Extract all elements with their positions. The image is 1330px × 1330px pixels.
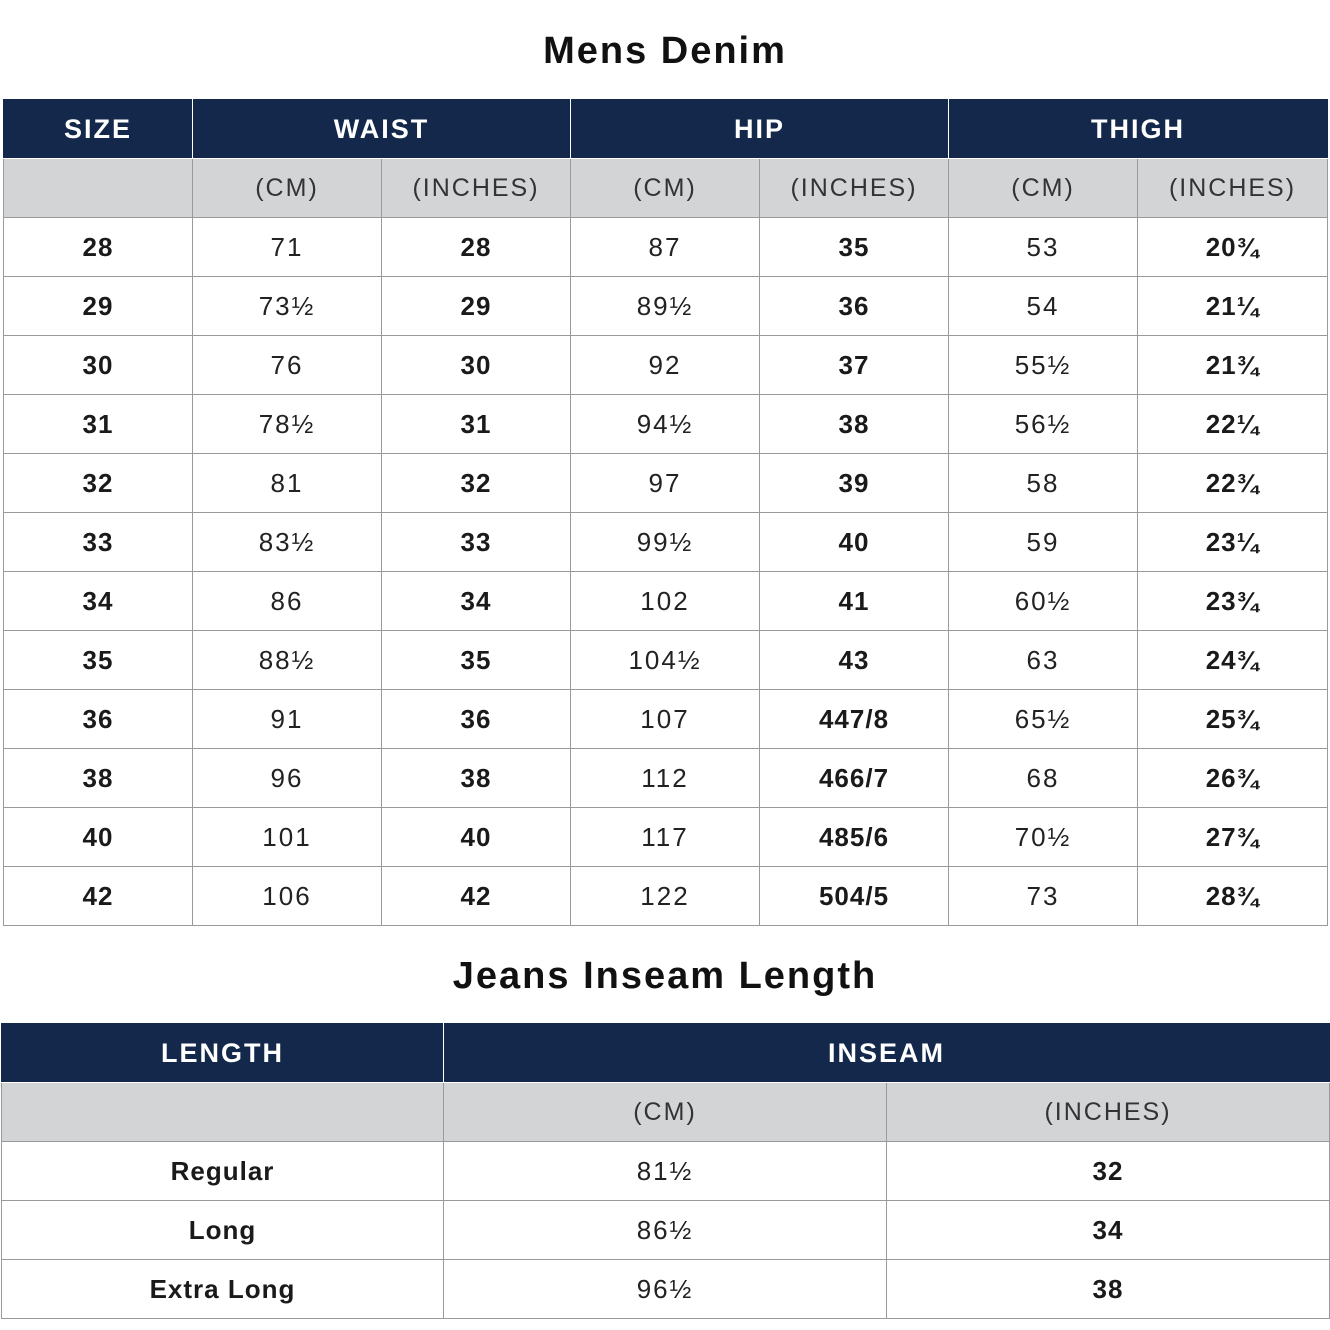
table-row [4, 808, 1328, 867]
thigh-inches-header: (INCHES) [1138, 159, 1328, 218]
size-cell: 28 [4, 218, 193, 277]
waist-column-header: WAIST [193, 100, 571, 159]
size-cell: 29 [4, 277, 193, 336]
length-units-blank [2, 1083, 444, 1142]
thigh-inches-cell: 26¾ [1138, 749, 1328, 808]
size-cell: 30 [4, 336, 193, 395]
hip-cm-cell: 107 [571, 690, 760, 749]
size-table-header-row [4, 100, 1328, 159]
hip-inches-cell: 39 [760, 454, 949, 513]
thigh-inches-cell: 21¾ [1138, 336, 1328, 395]
thigh-inches-cell: 22¾ [1138, 454, 1328, 513]
thigh-cm-cell: 63 [949, 631, 1138, 690]
thigh-cm-cell: 54 [949, 277, 1138, 336]
length-cell: Regular [2, 1142, 444, 1201]
thigh-cm-header: (CM) [949, 159, 1138, 218]
table-row [4, 454, 1328, 513]
hip-inches-cell: 38 [760, 395, 949, 454]
table-row [4, 631, 1328, 690]
thigh-inches-cell: 25¾ [1138, 690, 1328, 749]
thigh-column-header: THIGH [949, 100, 1328, 159]
waist-inches-cell: 42 [382, 867, 571, 926]
inseam-cm-cell: 86½ [444, 1201, 887, 1260]
hip-cm-cell: 117 [571, 808, 760, 867]
table-row [2, 1142, 1330, 1201]
table-row [4, 749, 1328, 808]
thigh-cm-cell: 53 [949, 218, 1138, 277]
thigh-inches-cell: 22¼ [1138, 395, 1328, 454]
hip-inches-header: (INCHES) [760, 159, 949, 218]
waist-inches-header: (INCHES) [382, 159, 571, 218]
inseam-inches-cell: 34 [887, 1201, 1330, 1260]
table-row [4, 572, 1328, 631]
hip-column-header: HIP [571, 100, 949, 159]
size-cell: 35 [4, 631, 193, 690]
waist-cm-cell: 101 [193, 808, 382, 867]
waist-cm-cell: 106 [193, 867, 382, 926]
waist-inches-cell: 33 [382, 513, 571, 572]
size-table-body [4, 218, 1328, 926]
hip-inches-cell: 40 [760, 513, 949, 572]
table-row [2, 1260, 1330, 1319]
thigh-inches-cell: 27¾ [1138, 808, 1328, 867]
hip-inches-cell: 504/5 [760, 867, 949, 926]
waist-cm-cell: 83½ [193, 513, 382, 572]
thigh-cm-cell: 65½ [949, 690, 1138, 749]
waist-inches-cell: 36 [382, 690, 571, 749]
hip-inches-cell: 41 [760, 572, 949, 631]
inseam-column-header: INSEAM [444, 1024, 1330, 1083]
inseam-title: Jeans Inseam Length [452, 955, 878, 997]
hip-inches-cell: 485/6 [760, 808, 949, 867]
size-column-header: SIZE [4, 100, 193, 159]
thigh-inches-cell: 21¼ [1138, 277, 1328, 336]
hip-inches-cell: 466/7 [760, 749, 949, 808]
waist-inches-cell: 35 [382, 631, 571, 690]
hip-cm-cell: 99½ [571, 513, 760, 572]
waist-cm-cell: 73½ [193, 277, 382, 336]
waist-cm-cell: 78½ [193, 395, 382, 454]
inseam-cm-cell: 81½ [444, 1142, 887, 1201]
waist-cm-cell: 96 [193, 749, 382, 808]
thigh-inches-cell: 23¾ [1138, 572, 1328, 631]
hip-cm-header: (CM) [571, 159, 760, 218]
table-row [4, 513, 1328, 572]
inseam-inches-cell: 32 [887, 1142, 1330, 1201]
inseam-table-body [2, 1142, 1330, 1319]
length-column-header: LENGTH [2, 1024, 444, 1083]
size-cell: 40 [4, 808, 193, 867]
thigh-inches-cell: 23¼ [1138, 513, 1328, 572]
hip-cm-cell: 94½ [571, 395, 760, 454]
thigh-cm-cell: 56½ [949, 395, 1138, 454]
thigh-inches-cell: 24¾ [1138, 631, 1328, 690]
waist-inches-cell: 28 [382, 218, 571, 277]
table-row [4, 277, 1328, 336]
waist-cm-cell: 91 [193, 690, 382, 749]
waist-inches-cell: 40 [382, 808, 571, 867]
waist-inches-cell: 31 [382, 395, 571, 454]
size-cell: 42 [4, 867, 193, 926]
hip-cm-cell: 97 [571, 454, 760, 513]
table-row [2, 1201, 1330, 1260]
inseam-cm-header: (CM) [444, 1083, 887, 1142]
table-row [4, 690, 1328, 749]
waist-inches-cell: 29 [382, 277, 571, 336]
length-cell: Extra Long [2, 1260, 444, 1319]
thigh-cm-cell: 55½ [949, 336, 1138, 395]
inseam-length-table [1, 1023, 1330, 1319]
inseam-inches-cell: 38 [887, 1260, 1330, 1319]
size-cell: 32 [4, 454, 193, 513]
size-cell: 33 [4, 513, 193, 572]
waist-inches-cell: 32 [382, 454, 571, 513]
length-cell: Long [2, 1201, 444, 1260]
table-row [4, 395, 1328, 454]
thigh-cm-cell: 73 [949, 867, 1138, 926]
waist-cm-cell: 81 [193, 454, 382, 513]
size-cell: 34 [4, 572, 193, 631]
waist-inches-cell: 34 [382, 572, 571, 631]
thigh-cm-cell: 68 [949, 749, 1138, 808]
waist-inches-cell: 30 [382, 336, 571, 395]
hip-cm-cell: 92 [571, 336, 760, 395]
hip-inches-cell: 37 [760, 336, 949, 395]
waist-cm-cell: 76 [193, 336, 382, 395]
inseam-table-header-row [2, 1024, 1330, 1083]
table-row [4, 867, 1328, 926]
mens-denim-title: Mens Denim [543, 30, 787, 72]
inseam-table-units-row [2, 1083, 1330, 1142]
waist-cm-header: (CM) [193, 159, 382, 218]
waist-cm-cell: 88½ [193, 631, 382, 690]
thigh-inches-cell: 20¾ [1138, 218, 1328, 277]
thigh-cm-cell: 60½ [949, 572, 1138, 631]
hip-cm-cell: 112 [571, 749, 760, 808]
mens-denim-size-table [3, 99, 1328, 926]
size-units-blank [4, 159, 193, 218]
waist-cm-cell: 86 [193, 572, 382, 631]
size-cell: 38 [4, 749, 193, 808]
size-table-units-row [4, 159, 1328, 218]
thigh-cm-cell: 70½ [949, 808, 1138, 867]
hip-inches-cell: 36 [760, 277, 949, 336]
waist-cm-cell: 71 [193, 218, 382, 277]
hip-cm-cell: 102 [571, 572, 760, 631]
hip-cm-cell: 104½ [571, 631, 760, 690]
hip-cm-cell: 87 [571, 218, 760, 277]
thigh-cm-cell: 59 [949, 513, 1138, 572]
inseam-inches-header: (INCHES) [887, 1083, 1330, 1142]
size-cell: 36 [4, 690, 193, 749]
hip-inches-cell: 43 [760, 631, 949, 690]
inseam-cm-cell: 96½ [444, 1260, 887, 1319]
thigh-inches-cell: 28¾ [1138, 867, 1328, 926]
waist-inches-cell: 38 [382, 749, 571, 808]
table-row [4, 336, 1328, 395]
size-cell: 31 [4, 395, 193, 454]
hip-inches-cell: 447/8 [760, 690, 949, 749]
hip-inches-cell: 35 [760, 218, 949, 277]
thigh-cm-cell: 58 [949, 454, 1138, 513]
hip-cm-cell: 122 [571, 867, 760, 926]
table-row [4, 218, 1328, 277]
hip-cm-cell: 89½ [571, 277, 760, 336]
